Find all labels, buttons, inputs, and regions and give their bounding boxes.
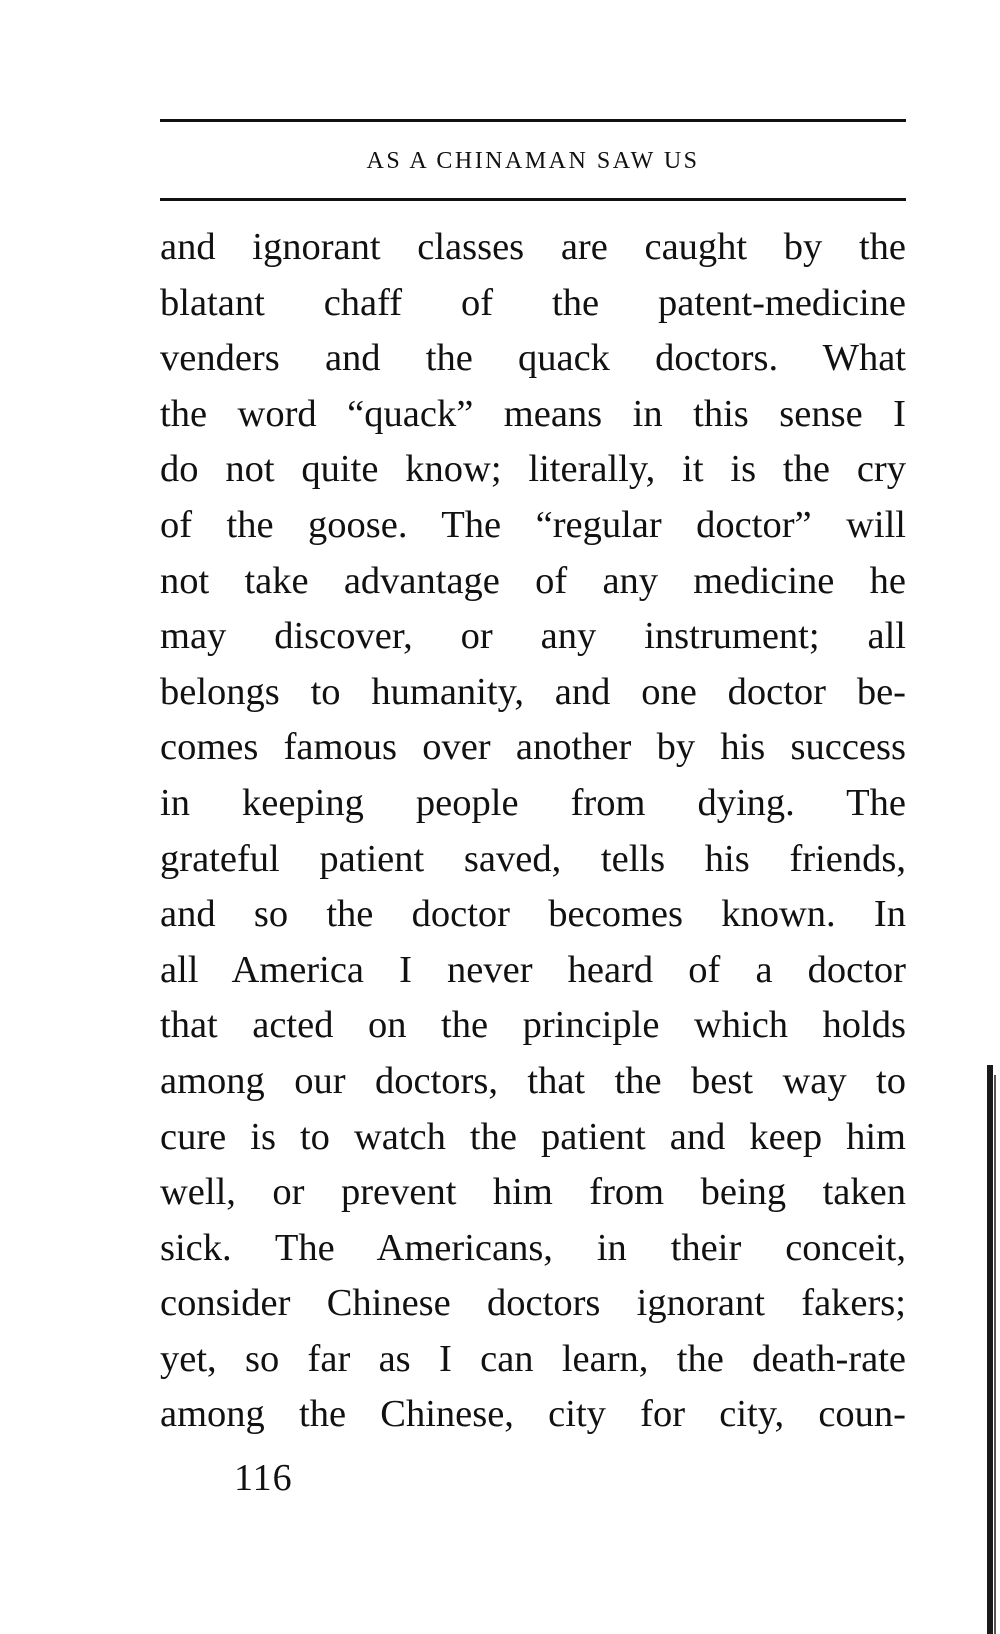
header-bottom-rule: [160, 198, 906, 201]
text-line: all America I never heard of a doctor: [160, 948, 906, 991]
text-line: and ignorant classes are caught by the: [160, 226, 906, 268]
text-line: cure is to watch the patient and keep him: [160, 1115, 906, 1158]
text-line: and so the doctor becomes known. In: [160, 893, 906, 936]
text-line: the word “quack” means in this sense I: [160, 392, 906, 435]
text-line: do not quite know; literally, it is the cry: [160, 448, 906, 491]
header-top-rule: [160, 119, 906, 122]
text-line: grateful patient saved, tells his friends,: [160, 837, 906, 880]
text-line: among our doctors, that the best way to: [160, 1059, 906, 1102]
scan-edge-shadow: [987, 1065, 993, 1634]
text-line: of the goose. The “regular doctor” will: [160, 503, 906, 546]
text-line: blatant chaff of the patent-medicine: [160, 281, 906, 324]
scan-edge-shadow-inner: [994, 1075, 996, 1634]
text-line: comes famous over another by his success: [160, 726, 906, 769]
page-number: 116: [234, 1457, 293, 1499]
text-line: that acted on the principle which holds: [160, 1004, 906, 1047]
text-line: venders and the quack doctors. What: [160, 337, 906, 380]
running-head: AS A CHINAMAN SAW US: [366, 148, 700, 174]
text-line: may discover, or any instrument; all: [160, 615, 906, 658]
text-line: belongs to humanity, and one doctor be-: [160, 670, 906, 713]
text-line: among the Chinese, city for city, coun-: [160, 1393, 906, 1436]
text-line: consider Chinese doctors ignorant fakers;: [160, 1282, 906, 1325]
text-line: yet, so far as I can learn, the death-rate: [160, 1337, 906, 1380]
text-line: well, or prevent him from being taken: [160, 1171, 906, 1214]
body-text: [160, 220, 906, 1443]
text-line: in keeping people from dying. The: [160, 781, 906, 824]
text-line: not take advantage of any medicine he: [160, 559, 906, 602]
text-line: sick. The Americans, in their conceit,: [160, 1226, 906, 1269]
